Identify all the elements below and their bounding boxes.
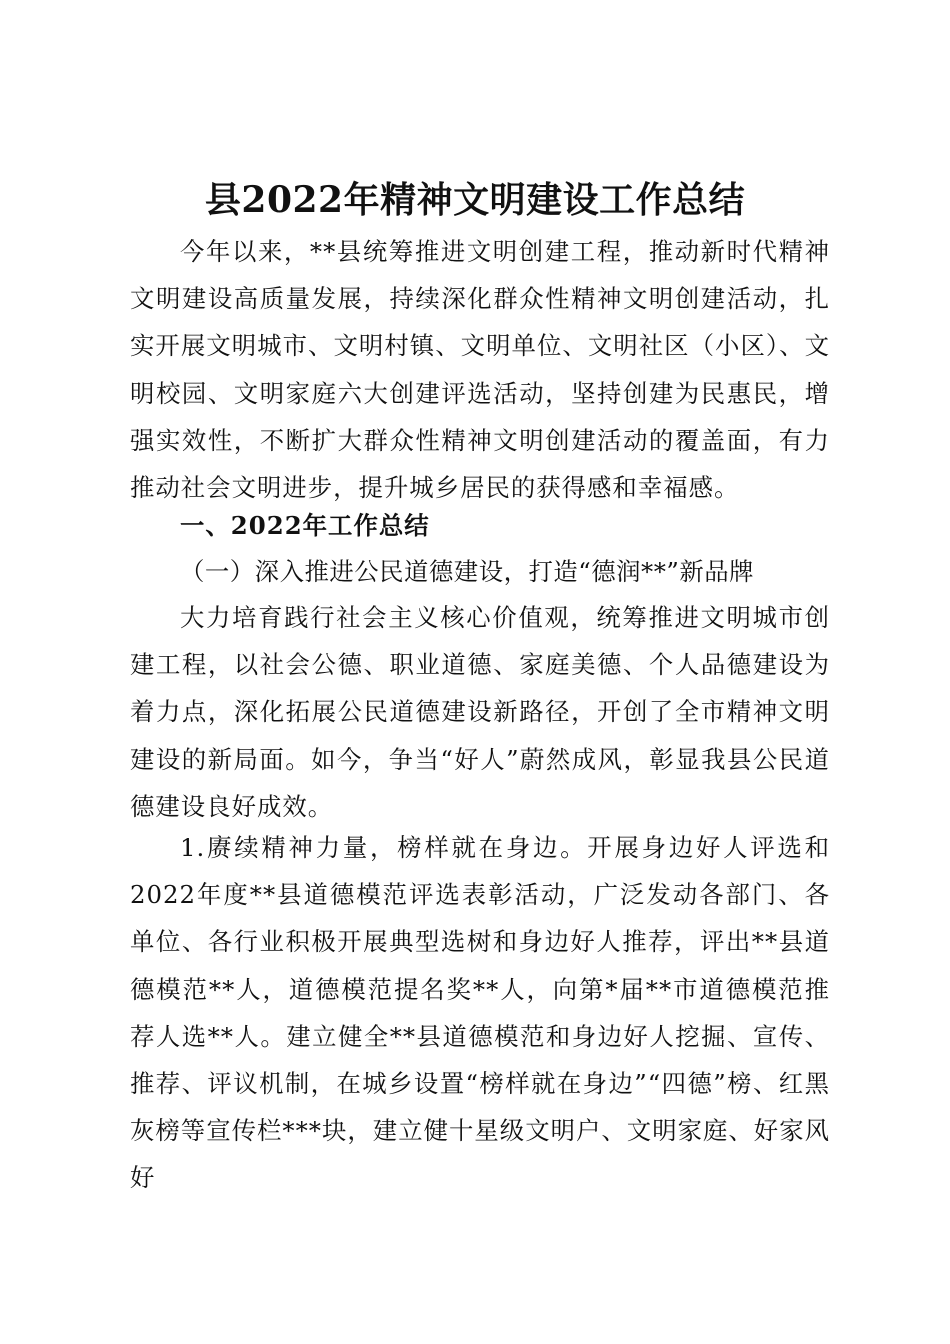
item-paragraph: 1.赓续精神力量，榜样就在身边。开展身边好人评选和2022年度**县道德模范评选表彰活动，广泛发动各部门、各单位、各行业积极开展典型选树和身边好人推荐，评出**县道德模范**人，道德模范提名奖**人，向第*届**市道德模范推荐人选**人。建立健全**县道德模范和身边好人挖掘、宣传、推荐、评议机制，在城乡设置“榜样就在身边”“四德”榜、红黑灰榜等宣传栏***块，建立健十星级文明户、文明家庭、好家风好 <box>130 833 830 1193</box>
subsection-heading: （一）深入推进公民道德建设，打造“德润**”新品牌 <box>180 557 755 586</box>
subsection-paragraph: 大力培育践行社会主义核心价值观，统筹推进文明城市创建工程，以社会公德、职业道德、家庭美德、个人品德建设为着力点，深化拓展公民道德建设新路径，开创了全市精神文明建设的新局面。如今，争当“好人”蔚然成风，彰显我县公民道德建设良好成效。 <box>130 603 830 821</box>
section-1-block <box>130 502 830 549</box>
intro-block <box>130 228 830 511</box>
subsection-1-block <box>130 548 830 595</box>
intro-paragraph: 今年以来，**县统筹推进文明创建工程，推动新时代精神文明建设高质量发展，持续深化群众性精神文明创建活动，扎实开展文明城市、文明村镇、文明单位、文明社区（小区）、文明校园、文明家庭六大创建评选活动，坚持创建为民惠民，增强实效性，不断扩大群众性精神文明创建活动的覆盖面，有力推动社会文明进步，提升城乡居民的获得感和幸福感。 <box>130 237 830 503</box>
document-title: 县2022年精神文明建设工作总结 <box>204 179 746 221</box>
item-1-block <box>130 824 830 1202</box>
subsection-1-body-block <box>130 594 830 830</box>
section-heading: 一、2022年工作总结 <box>180 511 430 540</box>
